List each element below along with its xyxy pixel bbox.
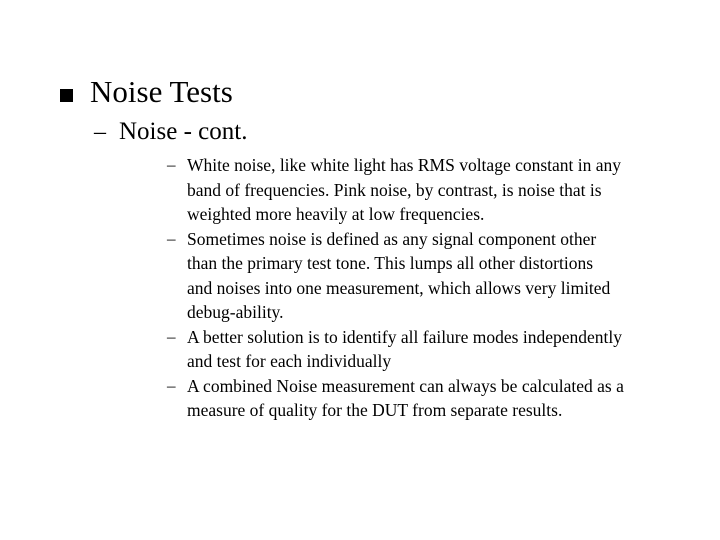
slide-title: Noise Tests [90,74,233,109]
bullet-text: White noise, like white light has RMS voltage constant in any band of frequencies. Pink noise, by contrast, is noise that is weighted more heavily at low frequencies. [187,155,622,224]
level2-bullet-item [94,116,247,148]
dash-bullet-icon: – [167,326,176,346]
level3-bullet-list [167,153,697,423]
bullet-text: A better solution is to identify all failure modes independently and test for each individually [187,326,622,371]
list-item [167,325,697,374]
list-item [167,153,697,227]
dash-bullet-icon: – [167,155,176,174]
dash-bullet-icon: – [167,375,176,395]
list-item [167,374,697,423]
subtitle: Noise - cont. [119,118,248,145]
bullet-text: Sometimes noise is defined as any signal component other than the primary test tone. This lumps all other distortions and noises into one measurement, which allows very limited debug-ability. [187,228,611,322]
dash-bullet-icon: – [94,119,106,145]
dash-bullet-icon: – [167,228,176,248]
level1-bullet-item [60,72,233,112]
bullet-text: A combined Noise measurement can always be calculated as a measure of quality for the DUT from separate results. [187,375,624,420]
square-bullet-icon [60,89,73,102]
list-item [167,227,697,325]
